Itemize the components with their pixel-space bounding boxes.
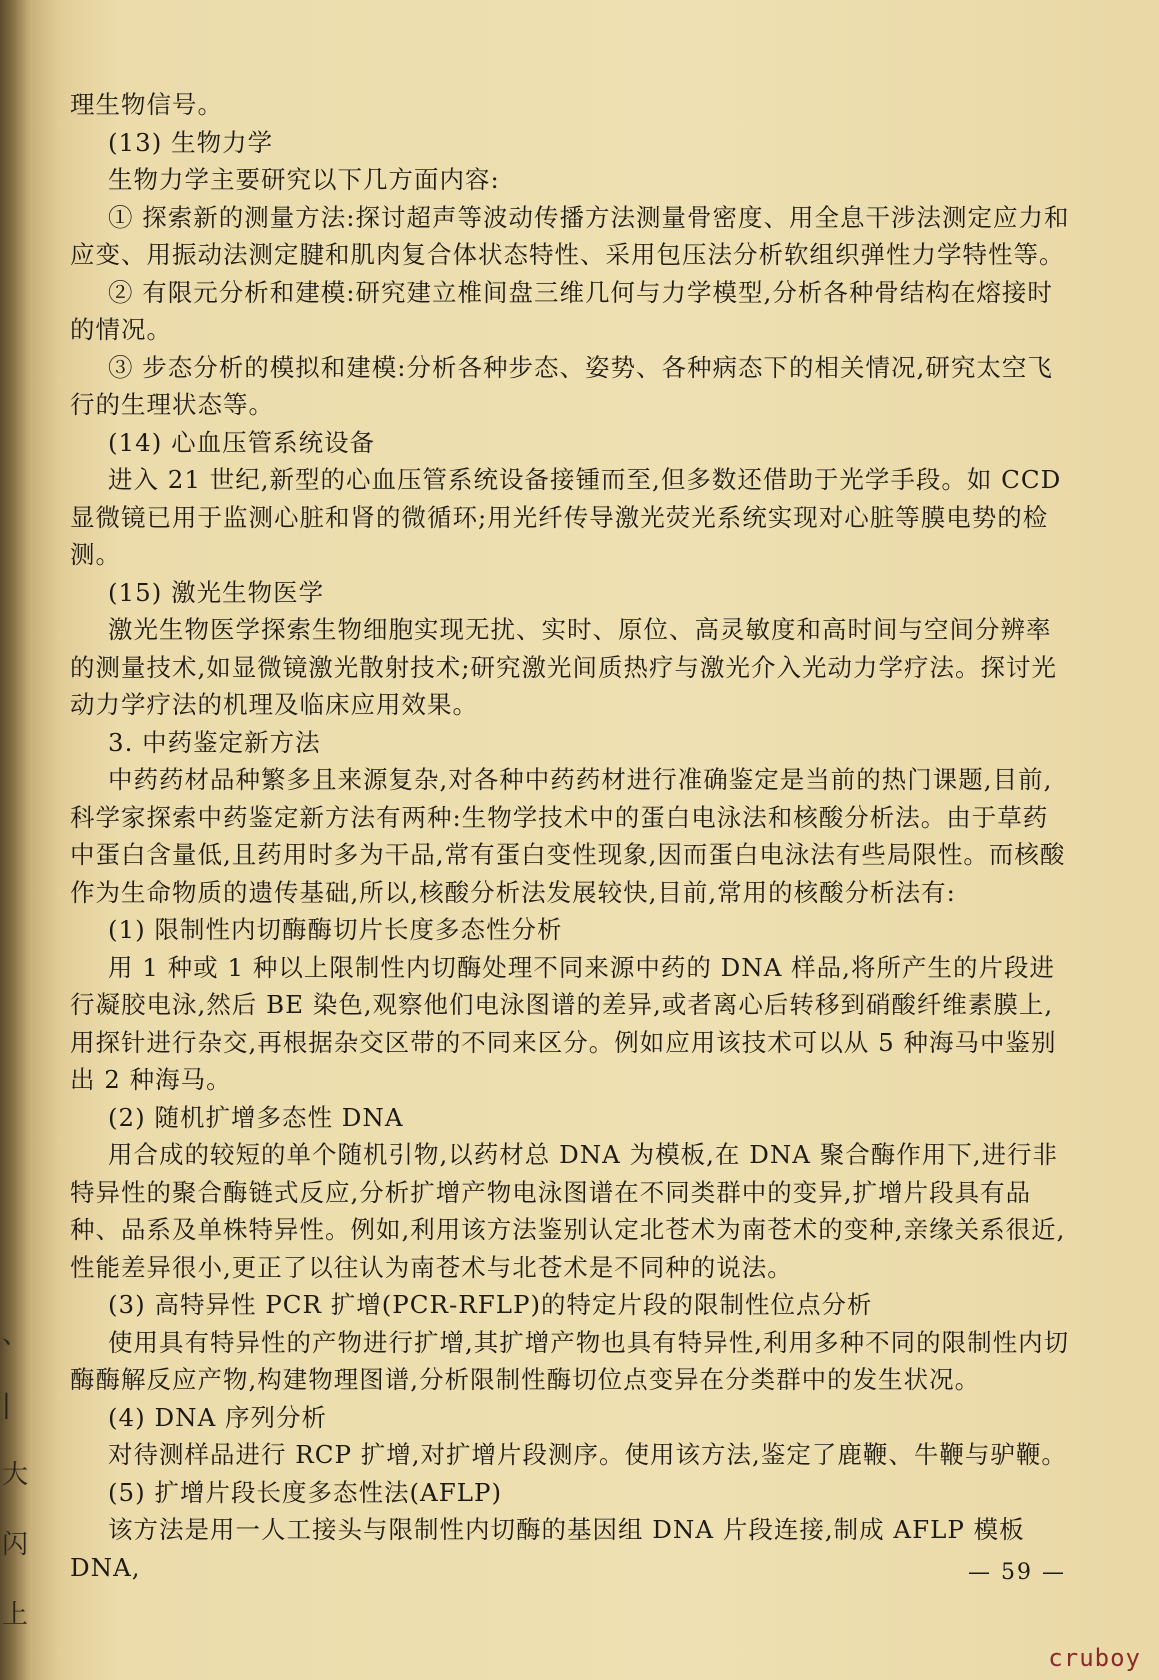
paragraph: 中药药材品种繁多且来源复杂,对各种中药药材进行准确鉴定是当前的热门课题,目前,科学家探索中药鉴定新方法有两种:生物学技术中的蛋白电泳法和核酸分析法。由于草药中蛋白含量低,且药用时多为干品,常有蛋白变性现象,因而蛋白电泳法有些局限性。而核酸作为生命物质的遗传基础,所以,核酸分析法发展较快,目前,常用的核酸分析法有: [70, 765, 1066, 907]
paragraph: 用 1 种或 1 种以上限制性内切酶处理不同来源中药的 DNA 样品,将所产生的片段进行凝胶电泳,然后 BE 染色,观察他们电泳图谱的差异,或者离心后转移到硝酸纤维素膜上,用探针进行杂交,再根据杂交区带的不同来区分。例如应用该技术可以从 5 种海马中鉴别出 2 种海马。 [70, 952, 1057, 1094]
paragraph: 进入 21 世纪,新型的心血压管系统设备接锺而至,但多数还借助于光学手段。如 CCD 显微镜已用于监测心脏和肾的微循环;用光纤传导激光荧光系统实现对心脏等膜电势的检测。 [70, 465, 1062, 569]
paragraph: 理生物信号。 [70, 90, 223, 119]
page-number: — 59 — [968, 1560, 1066, 1585]
paragraph: ① 探索新的测量方法:探讨超声等波动传播方法测量骨密度、用全息干涉法测定应力和应变、用振动法测定腱和肌肉复合体状态特性、采用包压法分析软组织弹性力学特性等。 [70, 202, 1070, 269]
page-body [70, 86, 1070, 1586]
section-heading: 3. 中药鉴定新方法 [108, 727, 321, 757]
section-heading: (15) 激光生物医学 [108, 577, 325, 607]
margin-mark: 大 [2, 1460, 29, 1490]
section-heading: (4) DNA 序列分析 [108, 1402, 328, 1432]
margin-mark: 上 [2, 1600, 29, 1630]
section-heading: (13) 生物力学 [108, 127, 274, 157]
paragraph: 用合成的较短的单个随机引物,以药材总 DNA 为模板,在 DNA 聚合酶作用下,进行非特异性的聚合酶链式反应,分析扩增产物电泳图谱在不同类群中的变异,扩增片段具有品种、品系及单株特异性。例如,利用该方法鉴别认定北苍术为南苍术的变种,亲缘关系很近,性能差异很小,更正了以往认为南苍术与北苍术是不同种的说法。 [70, 1140, 1066, 1282]
section-heading: (2) 随机扩增多态性 DNA [108, 1102, 404, 1132]
section-heading: (14) 心血压管系统设备 [108, 427, 376, 457]
section-heading: (1) 限制性内切酶酶切片长度多态性分析 [108, 915, 563, 944]
section-heading: (3) 高特异性 PCR 扩增(PCR-RFLP)的特定片段的限制性位点分析 [108, 1290, 873, 1319]
watermark: cruboy [1048, 1644, 1141, 1672]
margin-mark: 、 [2, 1320, 29, 1350]
margin-mark: 闪 [2, 1530, 29, 1560]
paragraph: ③ 步态分析的模拟和建模:分析各种步态、姿势、各种病态下的相关情况,研究太空飞行的生理状态等。 [70, 352, 1053, 419]
paragraph: ② 有限元分析和建模:研究建立椎间盘三维几何与力学模型,分析各种骨结构在熔接时的情况。 [70, 277, 1053, 344]
paragraph: 该方法是用一人工接头与限制性内切酶的基因组 DNA 片段连接,制成 AFLP 模板 DNA, [70, 1515, 1025, 1582]
paragraph: 生物力学主要研究以下几方面内容: [108, 165, 500, 194]
margin-marks [2, 1300, 29, 1650]
paragraph: 激光生物医学探索生物细胞实现无扰、实时、原位、高灵敏度和高时间与空间分辨率的测量技术,如显微镜激光散射技术;研究激光间质热疗与激光介入光动力学疗法。探讨光动力学疗法的机理及临床应用效果。 [70, 615, 1058, 719]
paragraph: 对待测样品进行 RCP 扩增,对扩增片段测序。使用该方法,鉴定了鹿鞭、牛鞭与驴鞭。 [108, 1440, 1067, 1469]
paragraph: 使用具有特异性的产物进行扩增,其扩增产物也具有特异性,利用多种不同的限制性内切酶酶解反应产物,构建物理图谱,分析限制性酶切位点变异在分类群中的发生状况。 [70, 1327, 1070, 1394]
section-heading: (5) 扩增片段长度多态性法(AFLP) [108, 1477, 503, 1507]
margin-mark: | [2, 1390, 11, 1420]
